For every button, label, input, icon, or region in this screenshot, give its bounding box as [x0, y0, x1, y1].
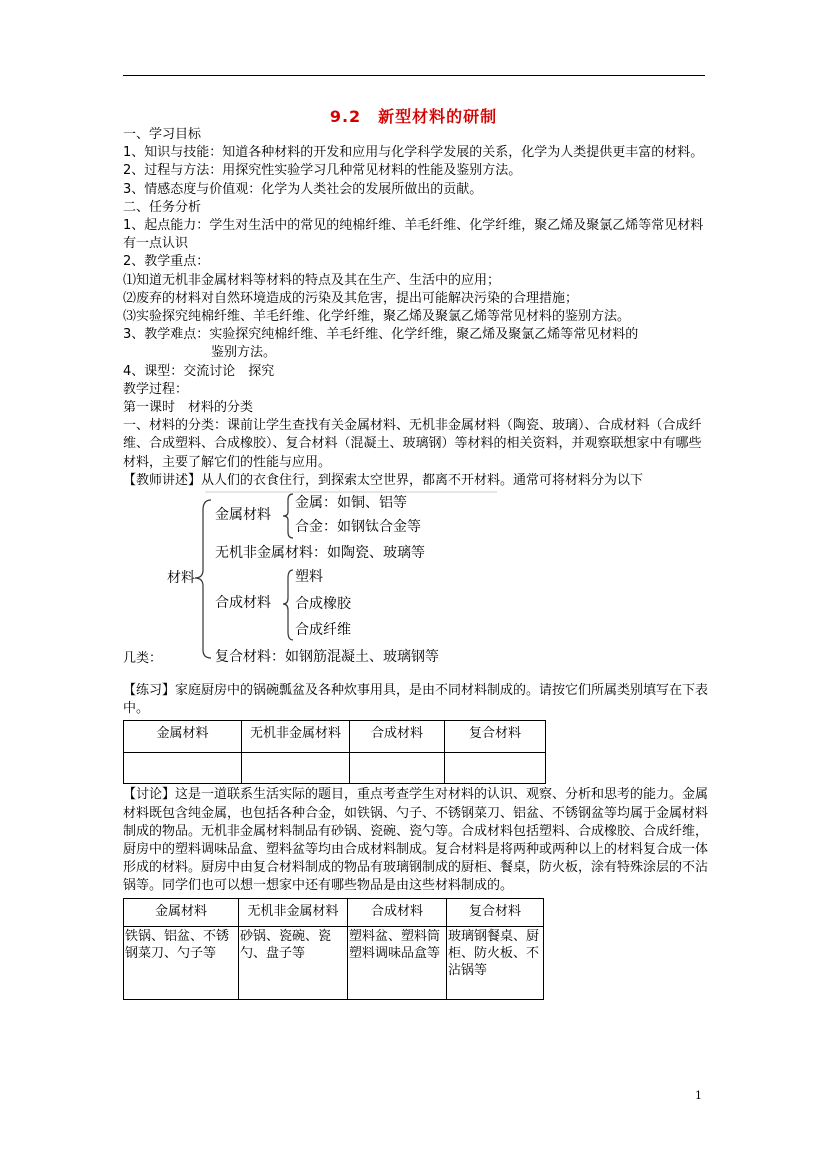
header-rule — [123, 75, 705, 76]
table-row — [124, 721, 546, 753]
table-header: 无机非金属材料 — [242, 721, 350, 753]
table-cell[interactable] — [445, 753, 546, 784]
root-bracket — [195, 500, 211, 658]
tree-fiber: 合成纤维 — [295, 622, 351, 639]
table-cell[interactable] — [242, 753, 350, 784]
table-cell: 塑料盆、塑料筒塑料调味品盒等 — [348, 926, 447, 999]
section-heading: 二、任务分析 — [123, 199, 202, 215]
table-header: 合成材料 — [350, 721, 445, 753]
answer-table — [123, 898, 544, 1000]
table-cell[interactable] — [124, 753, 242, 784]
synthetic-bracket — [283, 570, 293, 640]
material-classification-diagram — [123, 490, 708, 668]
tree-suffix: 几类： — [123, 651, 163, 667]
tree-metal-pure: 金属：如铜、铝等 — [295, 495, 407, 512]
paragraph: 3、教学难点：实验探究纯棉纤维、羊毛纤维、化学纤维，聚乙烯及聚氯乙烯等常见材料的 — [123, 327, 639, 343]
table-row — [124, 898, 544, 926]
paragraph: 4、课型：交流讨论 探究 — [123, 363, 275, 379]
tree-metal-alloy: 合金：如钢钛合金等 — [295, 519, 421, 536]
paragraph: ⑵废弃的材料对自然环境造成的污染及其危害，提出可能解决污染的合理措施； — [123, 290, 579, 306]
bracket-lines — [123, 490, 708, 668]
table-row — [124, 753, 546, 784]
paragraph: 3、情感态度与价值观：化学为人类社会的发展所做出的贡献。 — [123, 181, 483, 197]
table-cell: 玻璃钢餐桌、厨柜、防火板、不沾锅等 — [447, 926, 544, 999]
tree-composite: 复合材料：如钢筋混凝土、玻璃钢等 — [215, 649, 439, 666]
tree-root: 材料 — [167, 570, 195, 587]
table-header: 复合材料 — [447, 898, 544, 926]
tree-synthetic: 合成材料 — [215, 595, 271, 612]
metal-bracket — [283, 494, 293, 538]
section-heading: 一、学习目标 — [123, 127, 202, 142]
table-cell: 砂锅、瓷碗、瓷勺、盘子等 — [239, 926, 348, 999]
paragraph: 1、知识与技能：知道各种材料的开发和应用与化学科学发展的关系，化学为人类提供更丰富的材料。 — [123, 145, 704, 161]
table-header: 无机非金属材料 — [239, 898, 348, 926]
tree-plastic: 塑料 — [295, 569, 323, 586]
tree-rubber: 合成橡胶 — [295, 596, 351, 613]
exercise-paragraph: 【练习】家庭厨房中的锅碗瓢盆及各种炊事用具，是由不同材料制成的。请按它们所属类别填写在下表中。 — [123, 683, 709, 717]
table-header: 合成材料 — [348, 898, 447, 926]
table-header: 复合材料 — [445, 721, 546, 753]
page-title: 9.2 新型材料的研制 — [329, 107, 498, 126]
paragraph: 2、教学重点： — [123, 254, 210, 270]
paragraph: 鉴别方法。 — [211, 345, 277, 361]
page-number: 1 — [695, 1089, 702, 1102]
table-header: 金属材料 — [124, 898, 239, 926]
paragraph: 【教师讲述】从人们的衣食住行，到探索太空世界，都离不开材料。通常可将材料分为以下 — [123, 472, 644, 488]
tree-metal: 金属材料 — [215, 507, 271, 524]
paragraph: 2、过程与方法：用探究性实验学习几种常见材料的性能及鉴别方法。 — [123, 163, 522, 179]
table-cell: 铁锅、铝盆、不锈钢菜刀、勺子等 — [124, 926, 239, 999]
exercise-table — [123, 720, 546, 784]
table-cell[interactable] — [350, 753, 445, 784]
paragraph: 一、材料的分类：课前让学生查找有关金属材料、无机非金属材料（陶瓷、玻璃）、合成材料（合成纤维、合成塑料、合成橡胶）、复合材料（混凝土、玻璃钢）等材料的相关资料，并观察联想家中有哪些材料，主要了解它们的性能与应用。 — [123, 418, 702, 470]
paragraph: 第一课时 材料的分类 — [123, 400, 254, 416]
table-header: 金属材料 — [124, 721, 242, 753]
paragraph: 1、起点能力：学生对生活中的常见的纯棉纤维、羊毛纤维、化学纤维，聚乙烯及聚氯乙烯等常见材料有一点认识 — [123, 218, 704, 252]
paragraph: ⑶实验探究纯棉纤维、羊毛纤维、化学纤维，聚乙烯及聚氯乙烯等常见材料的鉴别方法。 — [123, 309, 631, 325]
tree-inorganic: 无机非金属材料：如陶瓷、玻璃等 — [215, 545, 425, 562]
paragraph: ⑴知道无机非金属材料等材料的特点及其在生产、生活中的应用； — [123, 272, 501, 288]
table-row — [124, 926, 544, 999]
discussion-paragraph: 【讨论】这是一道联系生活实际的题目，重点考查学生对材料的认识、观察、分析和思考的能力。金属材料既包含纯金属，也包括各种合金，如铁锅、勺子、不锈钢菜刀、铝盆、不锈钢盆等均属于金属材料制成的物品。无机非金属材料制品有砂锅、瓷碗、瓷勺等。合成材料包括塑料、合成橡胶、合成纤维，厨房中的塑料调味品盒、塑料盆等均由合成材料制成。复合材料是将两种或两种以上的材料复合成一体形成的材料。厨房中由复合材料制成的物品有玻璃钢制成的厨柜、餐桌，防火板，涂有特殊涂层的不沾锅等。同学们也可以想一想家中还有哪些物品是由这些材料制成的。 — [123, 787, 709, 894]
document-body — [123, 126, 708, 1000]
paragraph: 教学过程： — [123, 381, 189, 397]
